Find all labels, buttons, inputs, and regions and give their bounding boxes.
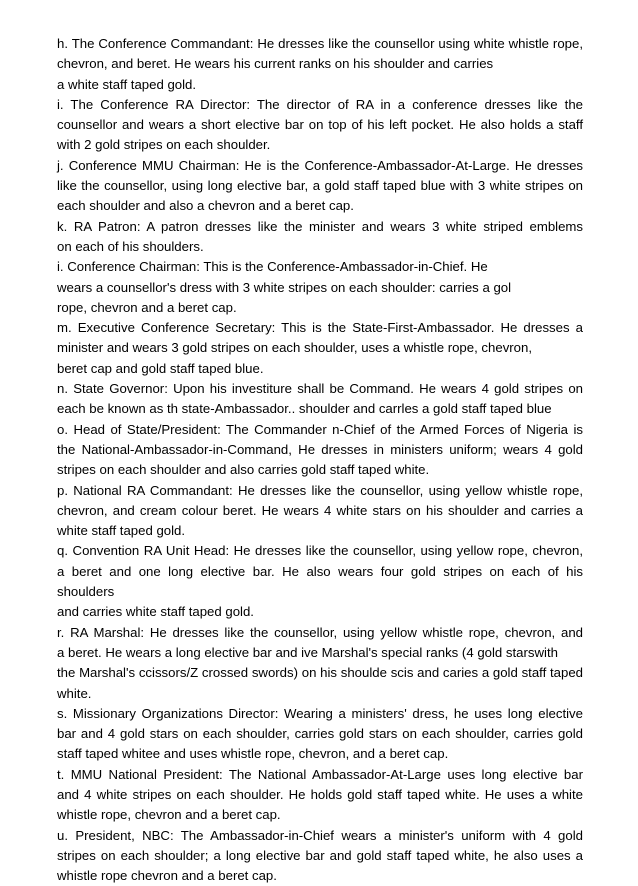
list-item-o	[57, 420, 583, 481]
text-line: white staff taped gold.	[57, 523, 186, 539]
list-item-p	[57, 481, 583, 542]
text-line: rope, chevron and a beret cap.	[57, 299, 237, 315]
list-item-n	[57, 379, 583, 420]
list-item-i	[57, 95, 583, 156]
text-line: with 2 gold stripes on each shoulder.	[57, 137, 271, 153]
text-line: m. Executive Conference Secretary: This is the State-First-Ambassador. He dresses a	[57, 320, 583, 336]
text-line: beret cap and gold staff taped blue.	[57, 360, 264, 376]
list-item-j	[57, 156, 583, 217]
list-item-t	[57, 765, 583, 826]
text-line: a beret. He wears a long elective bar and ive Marshal's special ranks (4 gold starswith	[57, 644, 558, 660]
text-line: minister and wears 3 gold stripes on each shoulder, uses a whistle rope, chevron,	[57, 340, 533, 356]
text-line: chevron, and cream colour beret. He wears 4 white stars on his shoulder and carries a	[57, 502, 583, 518]
text-line: staff taped whitee and uses whistle rope, chevron, and a beret cap.	[57, 746, 449, 762]
text-line: h. The Conference Commandant: He dresses like the counsellor using white whistle rope,	[57, 36, 583, 51]
text-line: like the counsellor, using long elective bar, a gold staff taped blue with 3 white stripes on	[57, 178, 583, 194]
text-line: i. The Conference RA Director: The director of RA in a conference dresses like the	[57, 96, 583, 112]
text-line: counsellor and wears a short elective bar on top of his left pocket. He also holds a staff	[57, 117, 583, 133]
list-item-u	[57, 826, 583, 886]
text-line: a white staff taped gold.	[57, 76, 197, 92]
document-body	[57, 34, 583, 886]
text-line: the Marshal's ccissors/Z crossed swords) on his shoulde scis and caries a gold staff taped	[57, 665, 583, 681]
text-line: bar and 4 gold stars on each shoulder, carries gold stars on each shoulder, carries gold	[57, 726, 583, 742]
text-line: p. National RA Commandant: He dresses like the counsellor, using yellow whistle rope,	[57, 482, 583, 498]
text-line: whistle rope chevron and a beret cap.	[57, 868, 277, 884]
list-item-h	[57, 34, 583, 95]
text-line: k. RA Patron: A patron dresses like the minister and wears 3 white striped emblems	[57, 218, 583, 234]
text-line: s. Missionary Organizations Director: Wearing a ministers' dress, he uses long elective	[57, 705, 583, 721]
text-line: and 4 white stripes on each shoulder. He holds gold staff taped white. He uses a white	[57, 786, 583, 802]
text-line: t. MMU National President: The National Ambassador-At-Large uses long elective bar	[57, 766, 583, 782]
list-item-k	[57, 217, 583, 258]
text-line: and carries white staff taped gold.	[57, 604, 254, 620]
text-line: stripes on each shoulder and also carries gold staff taped white.	[57, 462, 430, 478]
list-item-l	[57, 257, 583, 318]
text-line: each shoulder and also a chevron and a beret cap.	[57, 198, 354, 214]
list-item-q	[57, 541, 583, 622]
list-item-s	[57, 704, 583, 765]
text-line: r. RA Marshal: He dresses like the counsellor, using yellow whistle rope, chevron, and	[57, 624, 583, 640]
text-line: j. Conference MMU Chairman: He is the Conference-Ambassador-At-Large. He dresses	[57, 157, 583, 173]
text-line: stripes on each shoulder; a long elective bar and gold staff taped white, he also uses a	[57, 847, 583, 863]
text-line: q. Convention RA Unit Head: He dresses like the counsellor, using yellow rope, chevron,	[57, 543, 583, 559]
text-line: the National-Ambassador-in-Command, He dresses in ministers uniform; wears 4 gold	[57, 441, 583, 457]
text-line: whistle rope, chevron and a beret cap.	[57, 807, 281, 823]
text-line: o. Head of State/President: The Commander n-Chief of the Armed Forces of Nigeria is	[57, 421, 583, 437]
text-line: wears a counsellor's dress with 3 white stripes on each shoulder: carries a gol	[57, 279, 512, 295]
document-page	[57, 34, 583, 886]
text-line: u. President, NBC: The Ambassador-in-Chief wears a minister's uniform with 4 gold	[57, 827, 583, 843]
text-line: chevron, and beret. He wears his current ranks on his shoulder and carries	[57, 56, 494, 72]
list-item-m	[57, 318, 583, 379]
list-item-r	[57, 623, 583, 704]
text-line: i. Conference Chairman: This is the Conference-Ambassador-in-Chief. He	[57, 259, 488, 275]
text-line: n. State Governor: Upon his investiture shall be Command. He wears 4 gold stripes on	[57, 381, 583, 397]
text-line: a beret and one long elective bar. He also wears four gold stripes on each of his shoulders	[57, 563, 583, 600]
text-line: white.	[57, 685, 92, 701]
text-line: on each of his shoulders.	[57, 238, 204, 254]
text-line: each be known as th state-Ambassador.. shoulder and carrles a gold staff taped blue	[57, 401, 552, 417]
